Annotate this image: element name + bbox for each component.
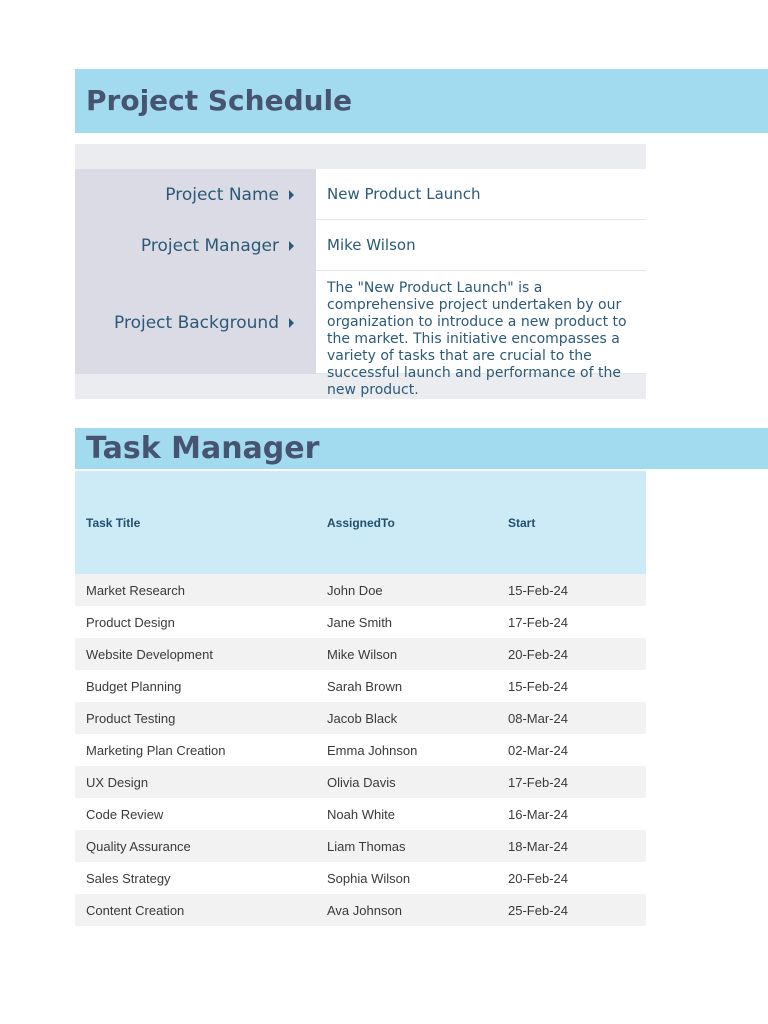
start-date-cell[interactable]: 20-Feb-24 <box>497 638 646 670</box>
project-background-row <box>75 271 646 398</box>
task-table <box>75 471 646 926</box>
start-date-cell[interactable]: 18-Mar-24 <box>497 830 646 862</box>
project-name-row <box>75 169 646 220</box>
caret-right-icon <box>289 190 294 200</box>
project-name-label <box>75 169 316 220</box>
task-table-header-row <box>75 471 646 574</box>
table-row <box>75 766 646 798</box>
assigned-to-cell[interactable]: John Doe <box>316 574 497 606</box>
table-row <box>75 606 646 638</box>
assigned-to-cell[interactable]: Jane Smith <box>316 606 497 638</box>
task-title-cell[interactable]: Content Creation <box>75 894 316 926</box>
table-row <box>75 670 646 702</box>
project-background-text: The "New Product Launch" is a comprehensive project undertaken by our organization to introduce a new product to the market. This initiative encompasses a variety of tasks that are crucial to the successful launch and performance of the new product. <box>327 280 627 398</box>
task-title-cell[interactable]: Quality Assurance <box>75 830 316 862</box>
task-title-cell[interactable]: Marketing Plan Creation <box>75 734 316 766</box>
assigned-to-cell[interactable]: Jacob Black <box>316 702 497 734</box>
table-row <box>75 638 646 670</box>
task-title-cell[interactable]: Website Development <box>75 638 316 670</box>
project-background-label <box>75 271 316 374</box>
table-row <box>75 702 646 734</box>
task-title-cell[interactable]: Budget Planning <box>75 670 316 702</box>
project-info-block <box>75 144 646 399</box>
project-manager-row <box>75 220 646 271</box>
table-row <box>75 830 646 862</box>
task-title-cell[interactable]: Market Research <box>75 574 316 606</box>
table-row <box>75 798 646 830</box>
task-manager-title: Task Manager <box>75 428 768 469</box>
project-manager-value[interactable]: Mike Wilson <box>316 220 646 271</box>
assigned-to-cell[interactable]: Ava Johnson <box>316 894 497 926</box>
start-date-cell[interactable]: 15-Feb-24 <box>497 574 646 606</box>
assigned-to-cell[interactable]: Sophia Wilson <box>316 862 497 894</box>
task-title-cell[interactable]: Product Testing <box>75 702 316 734</box>
assigned-to-cell[interactable]: Sarah Brown <box>316 670 497 702</box>
project-background-value[interactable] <box>316 271 646 398</box>
project-manager-label <box>75 220 316 271</box>
project-name-label-text: Project Name <box>165 184 279 205</box>
assigned-to-cell[interactable]: Noah White <box>316 798 497 830</box>
project-name-value[interactable]: New Product Launch <box>316 169 646 220</box>
start-date-cell[interactable]: 08-Mar-24 <box>497 702 646 734</box>
caret-right-icon <box>289 241 294 251</box>
start-date-cell[interactable]: 17-Feb-24 <box>497 766 646 798</box>
assigned-to-cell[interactable]: Olivia Davis <box>316 766 497 798</box>
task-table-body <box>75 574 646 926</box>
start-date-cell[interactable]: 16-Mar-24 <box>497 798 646 830</box>
column-header-start[interactable]: Start <box>497 471 646 574</box>
table-row <box>75 574 646 606</box>
column-header-task-title[interactable]: Task Title <box>75 471 316 574</box>
start-date-cell[interactable]: 02-Mar-24 <box>497 734 646 766</box>
start-date-cell[interactable]: 20-Feb-24 <box>497 862 646 894</box>
assigned-to-cell[interactable]: Emma Johnson <box>316 734 497 766</box>
task-title-cell[interactable]: Sales Strategy <box>75 862 316 894</box>
start-date-cell[interactable]: 17-Feb-24 <box>497 606 646 638</box>
task-title-cell[interactable]: Product Design <box>75 606 316 638</box>
assigned-to-cell[interactable]: Liam Thomas <box>316 830 497 862</box>
table-row <box>75 734 646 766</box>
assigned-to-cell[interactable]: Mike Wilson <box>316 638 497 670</box>
start-date-cell[interactable]: 15-Feb-24 <box>497 670 646 702</box>
project-schedule-title: Project Schedule <box>75 69 768 133</box>
table-row <box>75 894 646 926</box>
table-row <box>75 862 646 894</box>
task-title-cell[interactable]: UX Design <box>75 766 316 798</box>
task-title-cell[interactable]: Code Review <box>75 798 316 830</box>
project-manager-label-text: Project Manager <box>140 235 279 256</box>
project-background-label-text: Project Background <box>114 312 279 333</box>
start-date-cell[interactable]: 25-Feb-24 <box>497 894 646 926</box>
column-header-assigned-to[interactable]: AssignedTo <box>316 471 497 574</box>
caret-right-icon <box>289 318 294 328</box>
